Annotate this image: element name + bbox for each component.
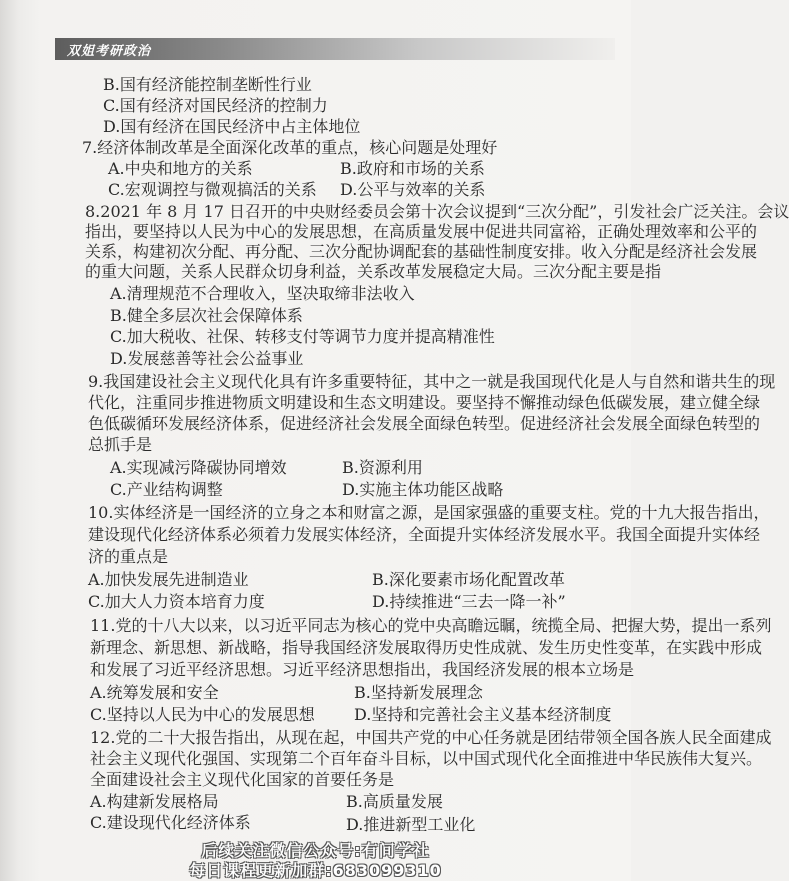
q10-stem-line-1: 10.实体经济是一国经济的立身之本和财富之源，是国家强盛的重要支柱。党的十九大报告指出， — [88, 503, 770, 522]
q8-stem-line-3: 关系，构建初次分配、再分配、三次分配协调配套的基础性制度安排。收入分配是经济社会发展 — [85, 242, 758, 261]
q11-option-d: D.坚持和完善社会主义基本经济制度 — [354, 705, 612, 724]
q12-stem-line-1: 12.党的二十大报告指出，从现在起，中国共产党的中心任务就是团结带领全国各族人民全面建成 — [90, 728, 772, 747]
q10-option-a: A.加快发展先进制造业 — [88, 570, 249, 589]
q9-option-a: A.实现减污降碳协同增效 — [110, 458, 287, 477]
footer-group-notice: 每日课程更新加群:683099310 — [189, 861, 442, 880]
q6-option-d: D.国有经济在国民经济中占主体地位 — [103, 117, 361, 136]
q11-option-c: C.坚持以人民为中心的发展思想 — [90, 705, 315, 724]
q7-option-c: C.宏观调控与微观搞活的关系 — [108, 180, 317, 199]
q6-option-b: B.国有经济能控制垄断性行业 — [103, 75, 312, 94]
q11-stem-line-2: 新理念、新思想、新战略，指导我国经济发展取得历史性成就、发生历史性变革，在实践中形成 — [90, 638, 763, 657]
footer-wechat-notice: 后续关注微信公众号:有间学社 — [201, 841, 430, 860]
q7-option-a: A.中央和地方的关系 — [108, 159, 253, 178]
q9-stem-line-1: 9.我国建设社会主义现代化具有许多重要特征，其中之一就是我国现代化是人与自然和谐共生的现 — [88, 372, 776, 391]
q12-stem-line-3: 全面建设社会主义现代化国家的首要任务是 — [90, 770, 395, 789]
q7-option-b: B.政府和市场的关系 — [340, 159, 485, 178]
q12-option-d: D.推进新型工业化 — [346, 815, 476, 834]
q9-stem-line-4: 总抓手是 — [88, 435, 153, 454]
q8-stem-line-2: 指出，要坚持以人民为中心的发展思想，在高质量发展中促进共同富裕，正确处理效率和公平的 — [85, 222, 758, 241]
q9-option-b: B.资源利用 — [342, 458, 423, 477]
q11-stem-line-3: 和发展了习近平经济思想。习近平经济思想指出，我国经济发展的根本立场是 — [90, 660, 635, 679]
q8-stem-line-1: 8.2021 年 8 月 17 日召开的中央财经委员会第十次会议提到“三次分配”，引发社会广泛关注。会议 — [85, 202, 789, 221]
q8-option-b: B.健全多层次社会保障体系 — [110, 306, 303, 325]
q11-option-b: B.坚持新发展理念 — [354, 683, 483, 702]
header-title: 双姐考研政治 — [67, 44, 152, 59]
q10-stem-line-2: 建设现代化经济体系必须着力发展实体经济，全面提升实体经济发展水平。我国全面提升实体经 — [88, 525, 761, 544]
q12-option-b: B.高质量发展 — [346, 792, 443, 811]
header-banner — [55, 38, 615, 60]
q11-option-a: A.统筹发展和安全 — [90, 683, 219, 702]
q9-stem-line-2: 代化，注重同步推进物质文明建设和生态文明建设。要坚持不懈推动绿色低碳发展，建立健全绿 — [88, 393, 761, 412]
q10-stem-line-3: 济的重点是 — [88, 547, 169, 566]
q8-option-c: C.加大税收、社保、转移支付等调节力度并提高精准性 — [110, 327, 495, 346]
q10-option-b: B.深化要素市场化配置改革 — [372, 570, 565, 589]
q8-option-a: A.清理规范不合理收入，坚决取缔非法收入 — [110, 284, 415, 303]
q7-option-d: D.公平与效率的关系 — [340, 180, 486, 199]
q8-stem-line-4: 的重大问题，关系人民群众切身利益，关系改革发展稳定大局。三次分配主要是指 — [85, 262, 662, 281]
q12-stem-line-2: 社会主义现代化强国、实现第二个百年奋斗目标，以中国式现代化全面推进中华民族伟大复兴。 — [90, 749, 763, 768]
q10-option-c: C.加大人力资本培育力度 — [88, 592, 265, 611]
q12-option-a: A.构建新发展格局 — [90, 792, 219, 811]
q11-stem-line-1: 11.党的十八大以来，以习近平同志为核心的党中央高瞻远瞩，统揽全局、把握大势，提出一系列 — [90, 616, 772, 635]
q9-option-d: D.实施主体功能区战略 — [342, 480, 504, 499]
q10-option-d: D.持续推进“三去一降一补” — [372, 592, 566, 611]
q7-stem: 7.经济体制改革是全面深化改革的重点，核心问题是处理好 — [82, 138, 498, 157]
q9-stem-line-3: 色低碳循环发展经济体系，促进经济社会发展全面绿色转型。促进经济社会发展全面绿色转型的 — [88, 414, 761, 433]
q9-option-c: C.产业结构调整 — [110, 480, 223, 499]
q12-option-c: C.建设现代化经济体系 — [90, 813, 251, 832]
q8-option-d: D.发展慈善等社会公益事业 — [110, 349, 304, 368]
q6-option-c: C.国有经济对国民经济的控制力 — [103, 96, 328, 115]
